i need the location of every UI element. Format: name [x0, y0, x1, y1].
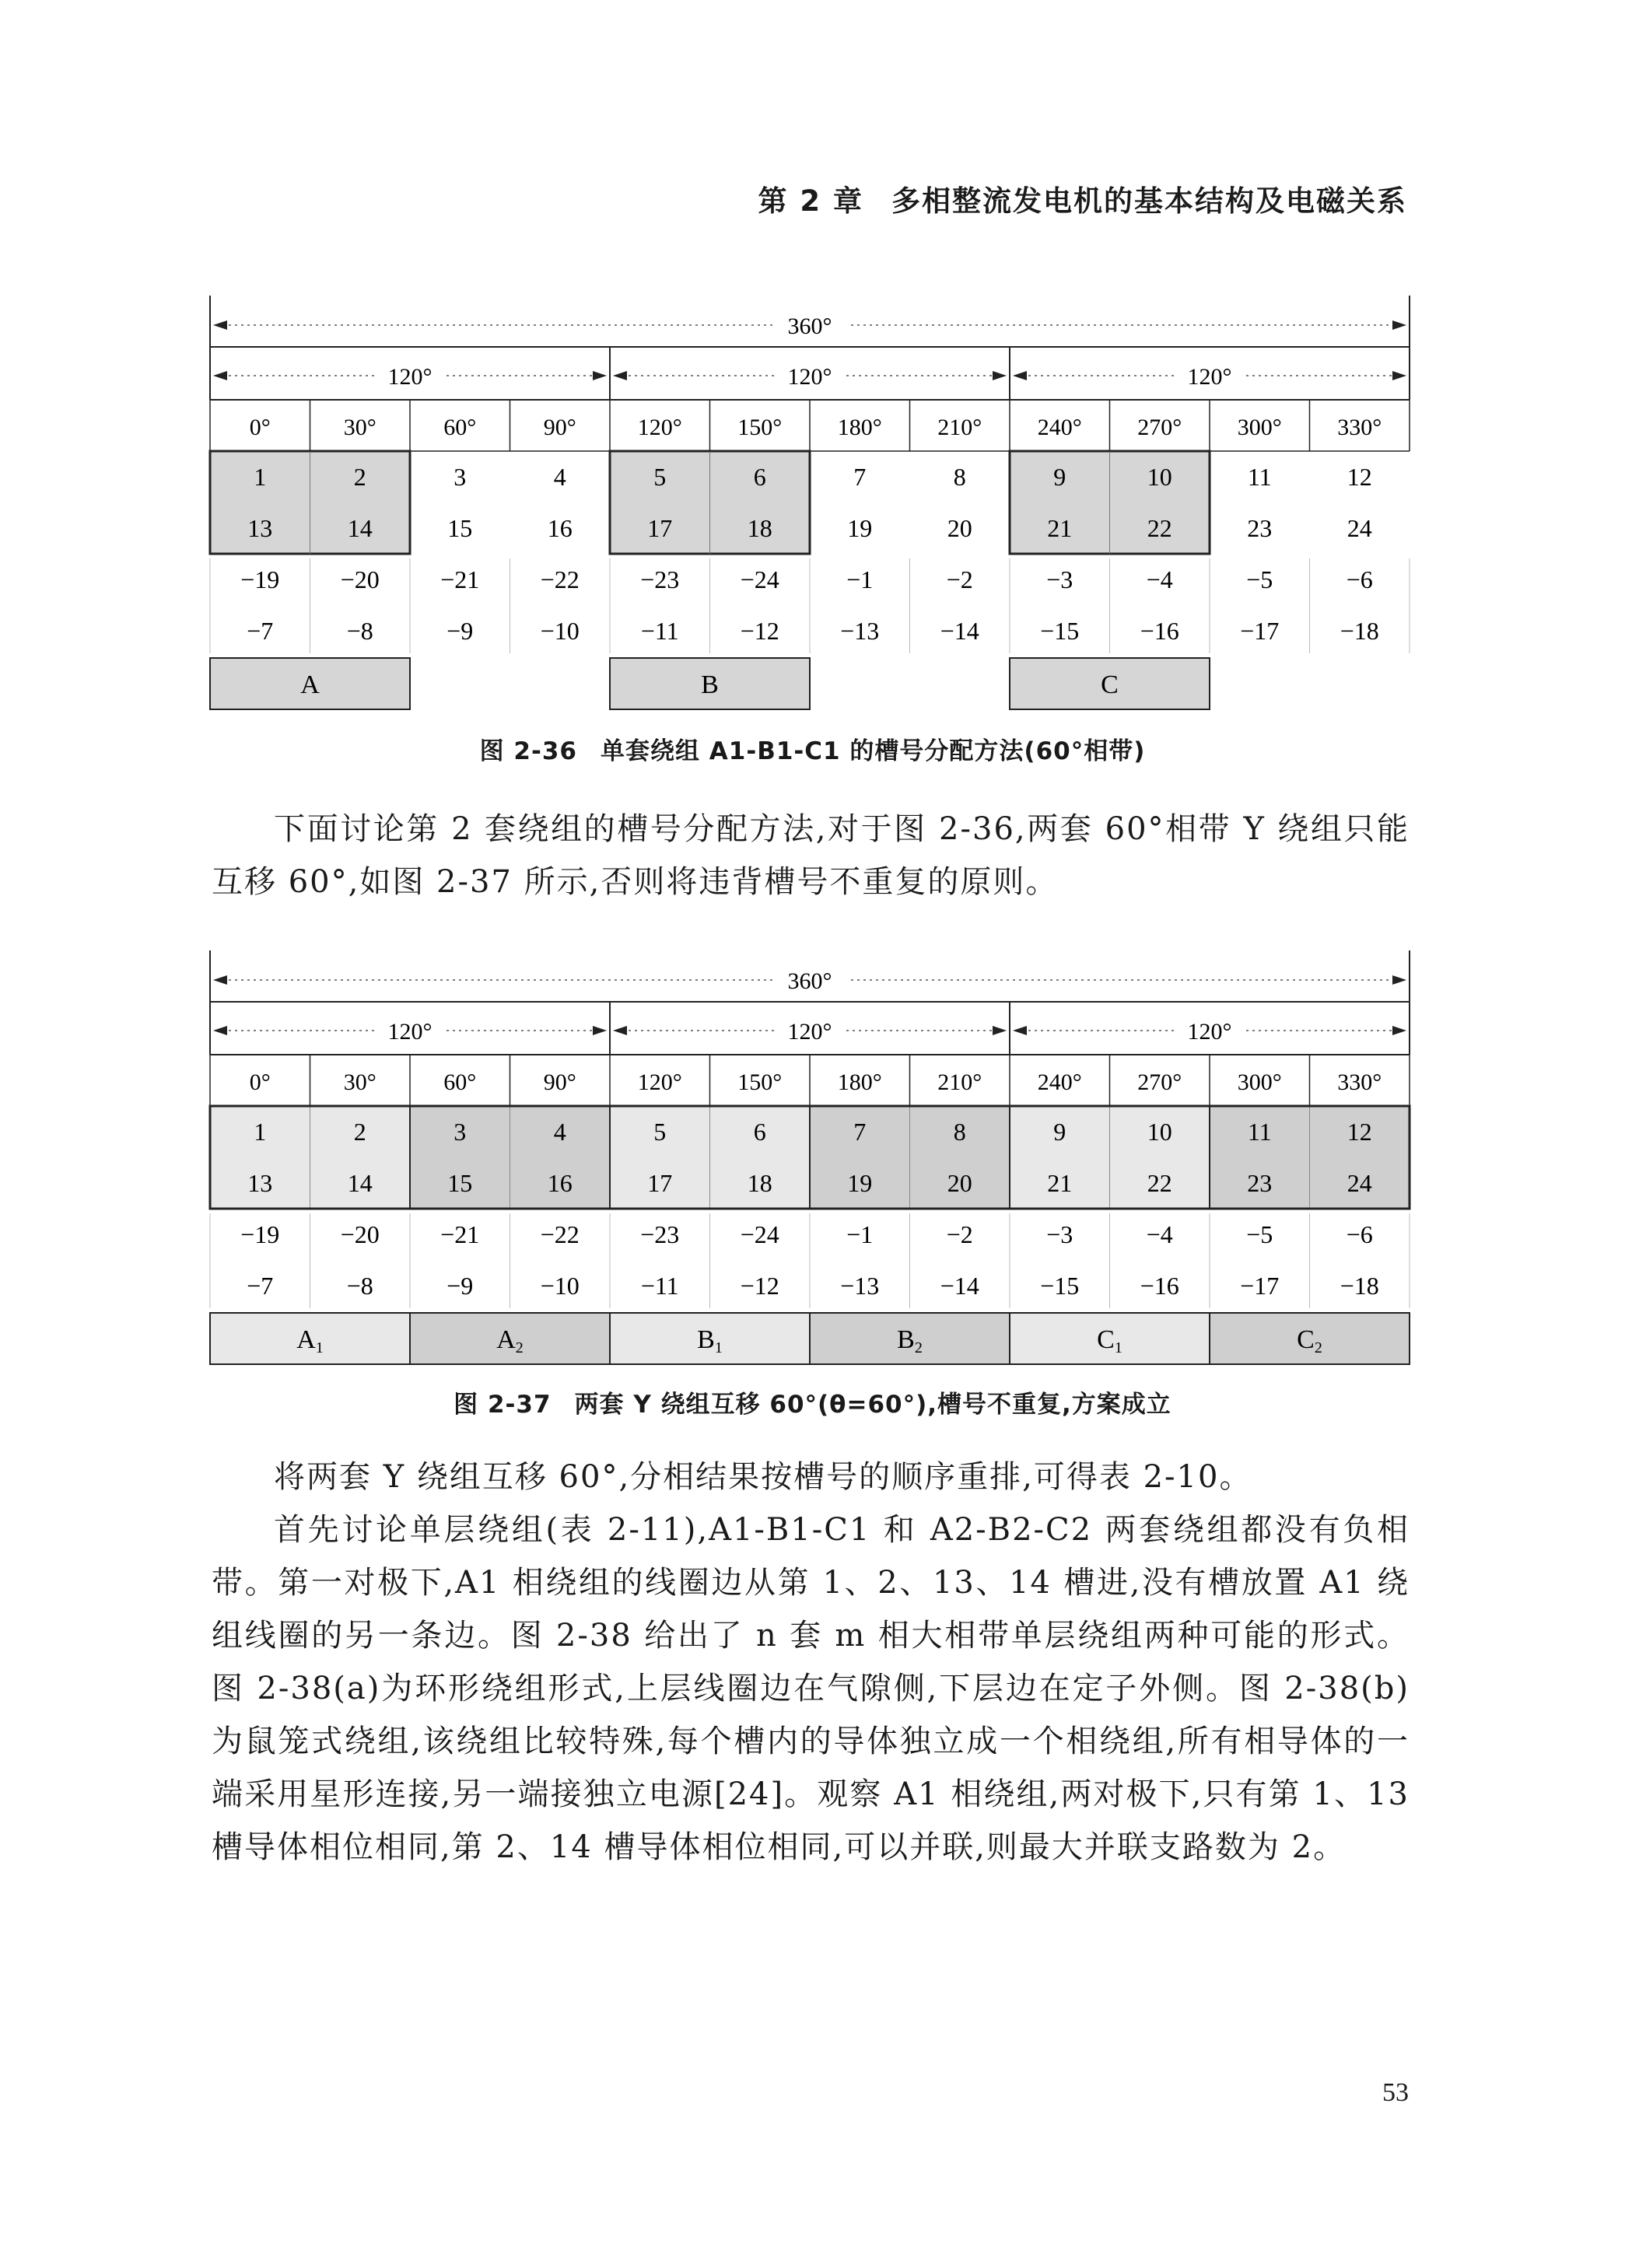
angle-label: 150°	[737, 415, 783, 440]
slot-number: −6	[1346, 565, 1373, 593]
phase-label: A2	[496, 1325, 524, 1356]
slot-number: 7	[853, 463, 867, 491]
arrow-head-left	[613, 371, 627, 380]
slot-number: 3	[454, 1118, 467, 1146]
slot-number: 9	[1053, 1118, 1066, 1146]
slot-number: 21	[1047, 514, 1073, 542]
arrow-head-left	[213, 320, 227, 330]
slot-number: 11	[1247, 463, 1272, 491]
slot-number: 10	[1147, 1118, 1172, 1146]
angle-label: 60°	[443, 415, 477, 440]
angle-label: 0°	[249, 1069, 271, 1095]
group-label-120: 120°	[1187, 364, 1232, 390]
slot-number: 11	[1247, 1118, 1272, 1146]
caption-text: 两套 Y 绕组互移 60°(θ=60°),槽号不重复,方案成立	[574, 1391, 1171, 1419]
slot-number: −11	[640, 617, 679, 645]
arrow-head-left	[213, 371, 227, 380]
slot-number: −10	[540, 1272, 580, 1300]
angle-label: 90°	[543, 415, 576, 440]
phase-subscript: 1	[714, 1339, 723, 1356]
figure-2-36	[210, 296, 1410, 716]
angle-label: 120°	[637, 415, 682, 440]
arrow-head-right	[993, 371, 1007, 380]
slot-number: 15	[447, 514, 473, 542]
angle-label: 300°	[1237, 1069, 1282, 1095]
slot-number: −1	[846, 1220, 874, 1248]
slot-number: −3	[1046, 1220, 1073, 1248]
slot-number: 19	[847, 1169, 873, 1197]
chapter-number: 第 2 章	[758, 184, 863, 218]
slot-number: −12	[740, 617, 779, 645]
arrow-head-right	[1392, 1026, 1406, 1035]
arrow-head-left	[1013, 371, 1027, 380]
angle-label: 330°	[1337, 1069, 1382, 1095]
body-text-block	[212, 1451, 1410, 1874]
phase-label: C1	[1097, 1325, 1122, 1356]
slot-number: −14	[940, 1272, 979, 1300]
phase-label: B	[701, 670, 719, 699]
slot-number: −21	[440, 565, 480, 593]
angle-label: 180°	[837, 1069, 882, 1095]
slot-number: 12	[1347, 1118, 1372, 1146]
slot-number: −1	[846, 565, 874, 593]
arrow-head-right	[1392, 371, 1406, 380]
slot-number: 19	[847, 514, 873, 542]
slot-number: 1	[254, 1118, 267, 1146]
slot-number: −17	[1240, 617, 1280, 645]
angle-label: 270°	[1137, 1069, 1182, 1095]
slot-number: −3	[1046, 565, 1073, 593]
slot-number: 9	[1053, 463, 1066, 491]
slot-number: −20	[340, 1220, 380, 1248]
slot-number: −23	[640, 565, 680, 593]
slot-number: −7	[247, 1272, 274, 1300]
slot-number: −9	[447, 1272, 474, 1300]
phase-label: B1	[697, 1325, 723, 1356]
slot-number: −5	[1246, 565, 1273, 593]
group-label-120: 120°	[787, 1019, 832, 1045]
slot-number: −14	[940, 617, 979, 645]
caption-number: 图 2-37	[454, 1391, 552, 1419]
arrow-head-right	[593, 1026, 607, 1035]
slot-number: −4	[1146, 1220, 1173, 1248]
arrow-head-right	[1392, 320, 1406, 330]
group-label-120: 120°	[787, 364, 832, 390]
phase-subscript: 2	[1314, 1339, 1322, 1356]
slot-number: 5	[653, 463, 667, 491]
arrow-head-left	[1013, 1026, 1027, 1035]
slot-number: 18	[747, 1169, 772, 1197]
arrow-head-left	[213, 975, 227, 985]
slot-number: −22	[540, 1220, 580, 1248]
arrow-head-left	[613, 1026, 627, 1035]
phase-label: C	[1101, 670, 1119, 699]
slot-number: −19	[240, 565, 280, 593]
arrow-head-right	[993, 1026, 1007, 1035]
slot-number: −21	[440, 1220, 480, 1248]
slot-number: −8	[346, 1272, 373, 1300]
slot-number: −24	[740, 1220, 779, 1248]
figure-caption	[0, 1384, 1625, 1419]
phase-subscript: 1	[1114, 1339, 1122, 1356]
slot-number: −13	[840, 617, 880, 645]
slot-number: −11	[640, 1272, 679, 1300]
slot-number: 6	[753, 463, 766, 491]
slot-number: 23	[1247, 514, 1273, 542]
phase-subscript: 2	[515, 1339, 524, 1356]
slot-number: −10	[540, 617, 580, 645]
span-label-360: 360°	[787, 313, 832, 339]
slot-number: 13	[247, 514, 273, 542]
slot-number: −7	[247, 617, 274, 645]
slot-number: 8	[953, 1118, 966, 1146]
slot-number: 17	[647, 1169, 673, 1197]
angle-label: 30°	[343, 415, 376, 440]
chapter-title: 多相整流发电机的基本结构及电磁关系	[891, 184, 1407, 218]
phase-label: A1	[296, 1325, 324, 1356]
angle-label: 30°	[343, 1069, 376, 1095]
slot-number: 22	[1147, 1169, 1172, 1197]
group-label-120: 120°	[1187, 1019, 1232, 1045]
slot-number: −22	[540, 565, 580, 593]
slot-number: 14	[347, 1169, 373, 1197]
slot-number: 1	[254, 463, 267, 491]
paragraph-text: 下面讨论第 2 套绕组的槽号分配方法,对于图 2-36,两套 60°相带 Y 绕组只能互移 60°,如图 2-37 所示,否则将违背槽号不重复的原则。	[212, 811, 1410, 900]
arrow-head-right	[593, 371, 607, 380]
slot-number: 16	[547, 514, 573, 542]
slot-number: 8	[953, 463, 966, 491]
slot-number: 16	[547, 1169, 573, 1197]
slot-number: 6	[753, 1118, 766, 1146]
slot-number: −23	[640, 1220, 680, 1248]
angle-label: 300°	[1237, 415, 1282, 440]
angle-label: 90°	[543, 1069, 576, 1095]
slot-number: 12	[1347, 463, 1372, 491]
angle-label: 210°	[937, 415, 982, 440]
slot-number: −12	[740, 1272, 779, 1300]
slot-number: 2	[353, 1118, 366, 1146]
angle-label: 60°	[443, 1069, 477, 1095]
slot-number: −18	[1340, 1272, 1379, 1300]
slot-number: 10	[1147, 463, 1172, 491]
phase-subscript: 2	[914, 1339, 923, 1356]
figure-caption	[0, 731, 1625, 766]
slot-number: 2	[353, 463, 366, 491]
slot-number: 17	[647, 514, 673, 542]
angle-label: 270°	[1137, 415, 1182, 440]
span-label-360: 360°	[787, 968, 832, 994]
slot-number: −2	[946, 565, 973, 593]
angle-label: 180°	[837, 415, 882, 440]
slot-number: 20	[947, 1169, 972, 1197]
slot-number: −19	[240, 1220, 280, 1248]
slot-number: 24	[1347, 514, 1372, 542]
slot-number: −18	[1340, 617, 1379, 645]
page-number: 53	[1382, 2078, 1409, 2107]
slot-number: −20	[340, 565, 380, 593]
angle-label: 240°	[1037, 1069, 1082, 1095]
running-header	[758, 177, 1407, 219]
slot-number: −9	[447, 617, 474, 645]
angle-label: 120°	[637, 1069, 682, 1095]
slot-number: −8	[346, 617, 373, 645]
slot-number: 7	[853, 1118, 867, 1146]
phase-label: A	[300, 670, 320, 699]
slot-number: 13	[247, 1169, 273, 1197]
slot-number: −16	[1140, 1272, 1179, 1300]
slot-allocation-diagram-2	[210, 950, 1410, 1370]
caption-number: 图 2-36	[479, 737, 577, 765]
slot-number: −6	[1346, 1220, 1373, 1248]
paragraph-text: 将两套 Y 绕组互移 60°,分相结果按槽号的顺序重排,可得表 2-10。	[274, 1459, 1252, 1495]
slot-number: 20	[947, 514, 972, 542]
slot-number: −5	[1246, 1220, 1273, 1248]
phase-subscript: 1	[315, 1339, 324, 1356]
group-label-120: 120°	[387, 364, 433, 390]
slot-number: −4	[1146, 565, 1173, 593]
arrow-head-left	[213, 1026, 227, 1035]
slot-number: 4	[553, 1118, 566, 1146]
angle-label: 330°	[1337, 415, 1382, 440]
slot-number: 14	[347, 514, 373, 542]
figure-2-37	[210, 950, 1410, 1370]
slot-number: 4	[553, 463, 566, 491]
slot-number: 21	[1047, 1169, 1073, 1197]
angle-label: 240°	[1037, 415, 1082, 440]
slot-number: 22	[1147, 514, 1172, 542]
slot-number: −15	[1040, 617, 1080, 645]
caption-text: 单套绕组 A1-B1-C1 的槽号分配方法(60°相带)	[601, 737, 1146, 765]
slot-number: −13	[840, 1272, 880, 1300]
slot-number: 23	[1247, 1169, 1273, 1197]
slot-number: 15	[447, 1169, 473, 1197]
slot-number: −2	[946, 1220, 973, 1248]
slot-number: 24	[1347, 1169, 1372, 1197]
slot-number: −24	[740, 565, 779, 593]
phase-label: B2	[897, 1325, 923, 1356]
paragraph-text: 首先讨论单层绕组(表 2-11),A1-B1-C1 和 A2-B2-C2 两套绕组都没有负相带。第一对极下,A1 相绕组的线圈边从第 1、2、13、14 槽进,没有槽放置 A1 绕组线圈的另一条边。图 2-38 给出了 n 套 m 相大相带单层绕组两种可能的形式。图 2-38(a)为环形绕组形式,上层线圈边在气隙侧,下层边在定子外侧。图 2-38(b)为鼠笼式绕组,该绕组比较特殊,每个槽内的导体独立成一个相绕组,所有相导体的一端采用星形连接,另一端接独立电源[24]。观察 A1 相绕组,两对极下,只有第 1、13 槽导体相位相同,第 2、14 槽导体相位相同,可以并联,则最大并联支路数为 2。	[212, 1512, 1410, 1865]
slot-allocation-diagram-1	[210, 296, 1410, 716]
slot-number: −16	[1140, 617, 1179, 645]
angle-label: 0°	[249, 415, 271, 440]
slot-number: 5	[653, 1118, 667, 1146]
slot-number: −15	[1040, 1272, 1080, 1300]
body-paragraph	[212, 803, 1410, 908]
phase-label: C2	[1297, 1325, 1322, 1356]
group-label-120: 120°	[387, 1019, 433, 1045]
slot-number: 18	[747, 514, 772, 542]
angle-label: 210°	[937, 1069, 982, 1095]
slot-number: 3	[454, 463, 467, 491]
slot-number: −17	[1240, 1272, 1280, 1300]
arrow-head-right	[1392, 975, 1406, 985]
angle-label: 150°	[737, 1069, 783, 1095]
